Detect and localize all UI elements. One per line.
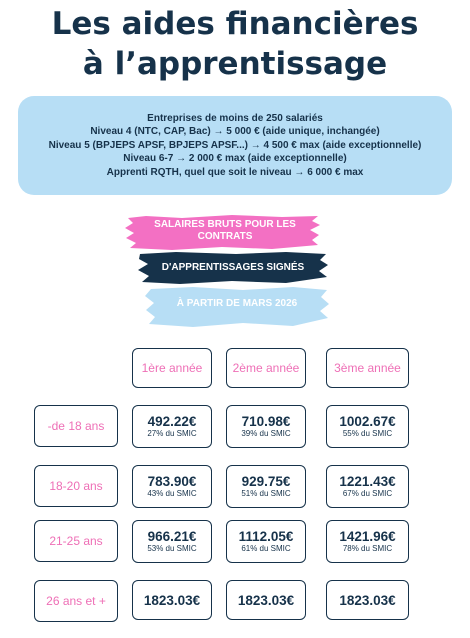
smic-percent: 55% du SMIC (342, 429, 393, 438)
page-title-line-2: à l’apprentissage (82, 46, 388, 82)
eligibility-info-box (18, 96, 452, 195)
salary-cell (326, 580, 409, 620)
salary-amount: 783.90€ (147, 474, 197, 489)
age-label: 26 ans et + (46, 594, 106, 608)
salary-cell (132, 465, 212, 508)
smic-percent: 61% du SMIC (241, 544, 291, 553)
salary-amount: 1421.96€ (339, 529, 396, 544)
salary-cell (226, 405, 306, 448)
year-header-label: 2ème année (232, 361, 300, 375)
salary-amount: 1112.05€ (238, 529, 294, 544)
salary-amount: 1823.03€ (339, 592, 396, 608)
banner-contracts-text: D'APPRENTISSAGES SIGNÉS (161, 262, 305, 273)
info-line: Apprenti RQTH, quel que soit le niveau → 6 000 € max (106, 166, 364, 178)
year-header-2 (226, 348, 306, 388)
age-label: 21-25 ans (49, 534, 103, 548)
smic-percent: 39% du SMIC (241, 429, 291, 438)
salary-amount: 710.98€ (241, 414, 291, 429)
salary-cell (326, 465, 409, 508)
smic-percent: 51% du SMIC (241, 489, 291, 498)
banner-salaries-text: SALAIRES BRUTS POUR LES CONTRATS (154, 219, 296, 242)
salary-amount: 1221.43€ (339, 474, 396, 489)
age-label-18-20 (34, 465, 118, 507)
page-title-line-1: Les aides financières (51, 6, 419, 42)
age-label-26-plus (34, 580, 118, 622)
salary-amount: 1823.03€ (143, 592, 201, 608)
salary-amount: 492.22€ (147, 414, 197, 429)
salary-amount: 1002.67€ (339, 414, 396, 429)
age-label: 18-20 ans (49, 479, 103, 493)
smic-percent: 53% du SMIC (147, 544, 197, 553)
banner-date-text: À PARTIR DE MARS 2026 (176, 298, 298, 309)
smic-percent: 67% du SMIC (342, 489, 393, 498)
salary-cell (226, 465, 306, 508)
info-line: Entreprises de moins de 250 salariés (147, 112, 323, 124)
smic-percent: 27% du SMIC (147, 429, 197, 438)
year-header-3 (326, 348, 409, 388)
year-header-1 (132, 348, 212, 388)
age-label: -de 18 ans (47, 419, 105, 433)
salary-cell (132, 520, 212, 563)
salary-cell (132, 405, 212, 448)
age-label-21-25 (34, 520, 118, 562)
year-header-label: 1ère année (141, 361, 203, 375)
salary-cell (326, 405, 409, 448)
info-line: Niveau 6-7 → 2 000 € max (aide exceptionnelle) (123, 153, 347, 165)
salary-amount: 1823.03€ (237, 592, 295, 608)
salary-cell (132, 580, 212, 620)
salary-cell (326, 520, 409, 563)
smic-percent: 78% du SMIC (342, 544, 393, 553)
salary-cell (226, 520, 306, 563)
salary-amount: 929.75€ (241, 474, 291, 489)
age-label-under-18 (34, 405, 118, 447)
info-line: Niveau 4 (NTC, CAP, Bac) → 5 000 € (aide unique, inchangée) (90, 126, 380, 138)
salary-cell (226, 580, 306, 620)
year-header-label: 3ème année (334, 361, 401, 375)
salary-amount: 966.21€ (147, 529, 197, 544)
smic-percent: 43% du SMIC (147, 489, 197, 498)
info-line: Niveau 5 (BPJEPS APSF, BPJEPS APSF...) → 4 500 € max (aide exceptionnelle) (48, 139, 422, 151)
